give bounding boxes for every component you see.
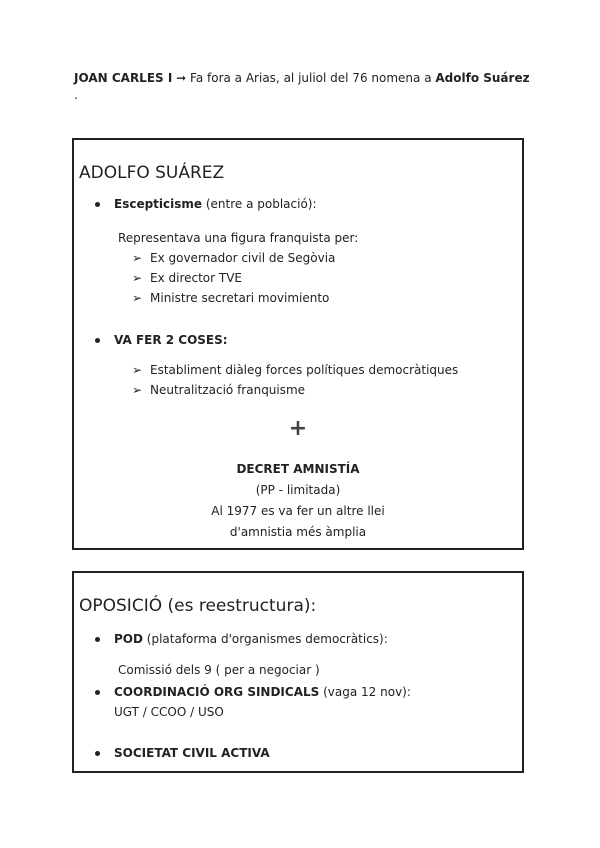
sub-item-text: Ex director TVE — [150, 271, 243, 285]
bullet-dot-icon — [95, 202, 100, 207]
bullet-societat-bold: SOCIETAT CIVIL ACTIVA — [114, 746, 270, 760]
sub-item-text: Establiment diàleg forces polítiques democràtiques — [150, 363, 459, 377]
bullet-pod — [114, 631, 388, 647]
decree-line: d'amnistia més àmplia — [229, 525, 367, 539]
decree-title-text: DECRET AMNISTÍA — [236, 462, 360, 476]
bullet-dot-icon — [95, 751, 100, 756]
sub-item — [132, 382, 305, 398]
decree-line: Al 1977 es va fer un altre llei — [211, 504, 385, 518]
sub-item — [132, 362, 458, 378]
intro-name: JOAN CARLES I — [74, 71, 173, 85]
decree-title — [74, 461, 522, 477]
oposicio-box — [72, 571, 524, 773]
bullet-pod-rest: (plataforma d'organismes democràtics): — [142, 632, 388, 646]
figure-intro-line: Representava una figura franquista per: — [118, 231, 359, 245]
bullet-pod-bold: POD — [114, 632, 143, 646]
adolfo-suarez-box — [72, 138, 524, 550]
intro-end: . — [74, 88, 78, 102]
sub-arrow-icon: ➢ — [132, 271, 143, 285]
bullet-dot-icon — [95, 338, 100, 343]
plus-icon: + — [288, 416, 308, 441]
bullet-coordinacio — [114, 684, 411, 700]
sub-arrow-icon: ➢ — [132, 363, 143, 377]
bullet-societat — [114, 745, 270, 761]
intro-highlight: Adolfo Suárez — [435, 71, 530, 85]
sub-item — [132, 270, 242, 286]
box2-title-main: OPOSICIÓ — [79, 596, 163, 616]
sub-arrow-icon: ➢ — [132, 383, 143, 397]
box2-title — [79, 595, 316, 617]
bullet-dot-icon — [95, 637, 100, 642]
box2-title-rest: (es reestructura): — [162, 596, 317, 616]
box1-title: ADOLFO SUÁREZ — [79, 163, 225, 183]
bullet-escepticisme — [114, 196, 317, 212]
sub-item-text: Ex governador civil de Segòvia — [150, 251, 336, 265]
bullet-coordinacio-bold: COORDINACIÓ ORG SINDICALS — [114, 685, 320, 699]
bullet-dot-icon — [95, 690, 100, 695]
sindicats-line: UGT / CCOO / USO — [114, 705, 224, 719]
bullet-coordinacio-rest: (vaga 12 nov): — [319, 685, 411, 699]
sub-item — [132, 290, 329, 306]
sub-item — [132, 250, 335, 266]
sub-item-text: Ministre secretari movimiento — [150, 291, 330, 305]
comissio-line: Comissió dels 9 ( per a negociar ) — [118, 663, 320, 677]
intro-paragraph — [74, 70, 534, 104]
sub-arrow-icon: ➢ — [132, 251, 143, 265]
bullet-escepticisme-bold: Escepticisme — [114, 197, 203, 211]
sub-arrow-icon: ➢ — [132, 291, 143, 305]
bullet-escepticisme-rest: (entre a població): — [202, 197, 317, 211]
intro-text: Fa fora a Arias, al juliol del 76 nomena a — [190, 71, 436, 85]
decree-line: (PP - limitada) — [255, 483, 341, 497]
bullet-va-fer-bold: VA FER 2 COSES: — [114, 333, 228, 347]
right-arrow-icon: ➞ — [176, 71, 187, 85]
bullet-va-fer — [114, 332, 228, 348]
sub-item-text: Neutralització franquisme — [150, 383, 306, 397]
